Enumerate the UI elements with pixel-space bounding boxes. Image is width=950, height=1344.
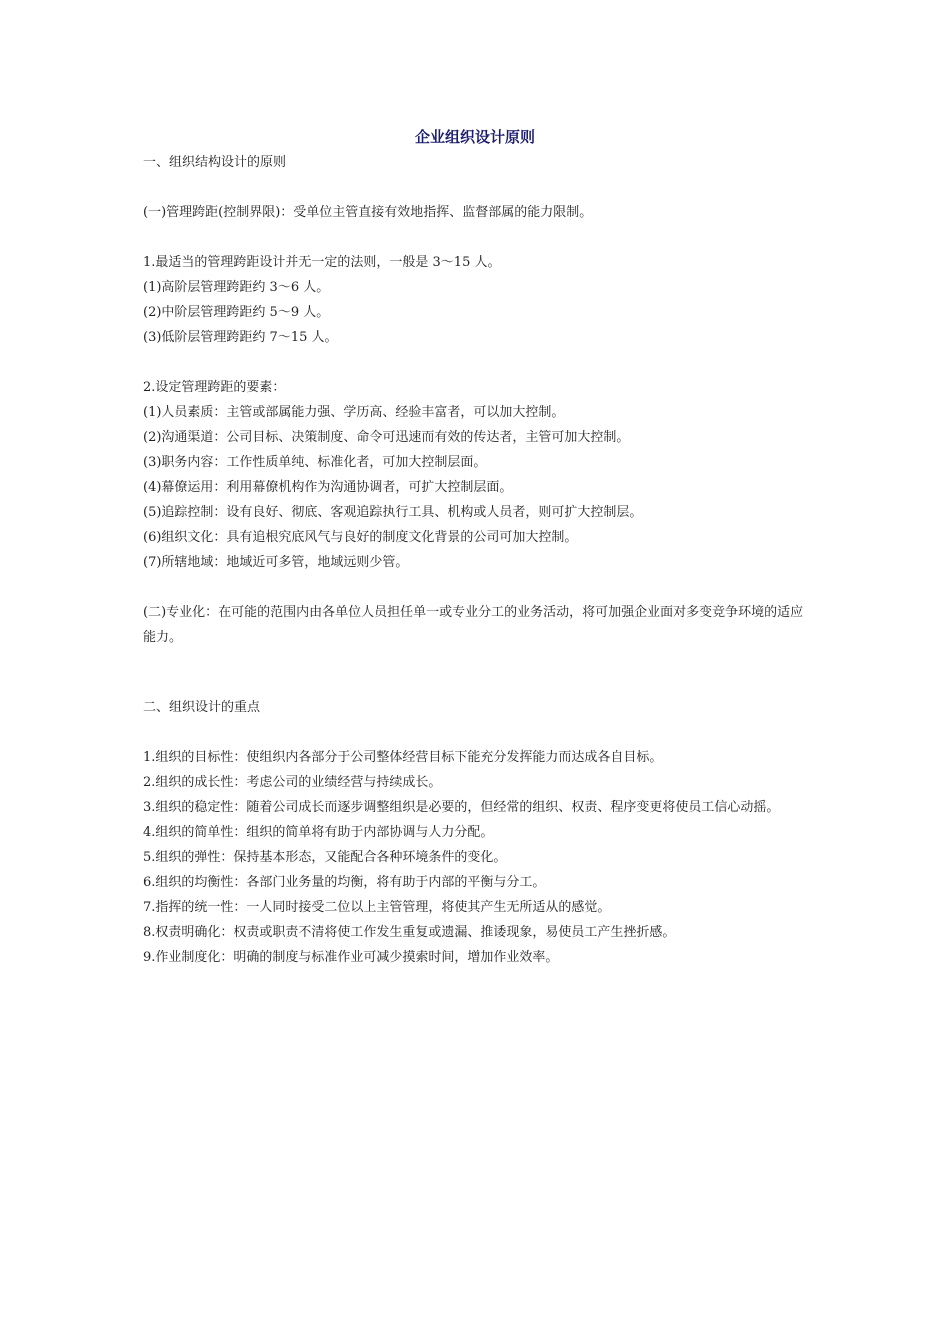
list-item: 3.组织的稳定性：随着公司成长而逐步调整组织是必要的，但经常的组织、权责、程序变更将使员工信心动摇。 — [143, 800, 780, 815]
optimal-span-lead: 1.最适当的管理跨距设计并无一定的法则，一般是 3～15 人。 — [143, 255, 501, 270]
list-item: (5)追踪控制：设有良好、彻底、客观追踪执行工具、机构或人员者，则可扩大控制层。 — [143, 505, 643, 520]
list-item: 4.组织的简单性：组织的简单将有助于内部协调与人力分配。 — [143, 825, 494, 840]
document-body — [143, 150, 813, 970]
list-item: (3)低阶层管理跨距约 7～15 人。 — [143, 330, 338, 345]
list-item: 7.指挥的统一性：一人同时接受二位以上主管管理，将使其产生无所适从的感觉。 — [143, 900, 611, 915]
list-item: (3)职务内容：工作性质单纯、标准化者，可加大控制层面。 — [143, 455, 487, 470]
spacer — [143, 720, 813, 745]
list-item: (4)幕僚运用：利用幕僚机构作为沟通协调者，可扩大控制层面。 — [143, 480, 513, 495]
section1-heading: 一、组织结构设计的原则 — [143, 155, 287, 170]
spacer — [143, 575, 813, 600]
list-item: 6.组织的均衡性：各部门业务量的均衡，将有助于内部的平衡与分工。 — [143, 875, 546, 890]
span-definition: (一)管理跨距(控制界限)：受单位主管直接有效地指挥、监督部属的能力限制。 — [143, 205, 593, 220]
specialization-paragraph: (二)专业化：在可能的范围内由各单位人员担任单一或专业分工的业务活动，将可加强企业面对多变竞争环境的适应能力。 — [143, 605, 804, 645]
list-item: (7)所辖地域：地域近可多管，地域远则少管。 — [143, 555, 409, 570]
list-item: (2)沟通渠道：公司目标、决策制度、命令可迅速而有效的传达者，主管可加大控制。 — [143, 430, 630, 445]
factors-lead: 2.设定管理跨距的要素： — [143, 380, 286, 395]
spacer — [143, 650, 813, 695]
spacer — [143, 175, 813, 200]
list-item: (6)组织文化：具有追根究底风气与良好的制度文化背景的公司可加大控制。 — [143, 530, 578, 545]
list-item: (1)人员素质：主管或部属能力强、学历高、经验丰富者，可以加大控制。 — [143, 405, 565, 420]
list-item: (2)中阶层管理跨距约 5～9 人。 — [143, 305, 330, 320]
list-item: 5.组织的弹性：保持基本形态，又能配合各种环境条件的变化。 — [143, 850, 507, 865]
list-item: 2.组织的成长性：考虑公司的业绩经营与持续成长。 — [143, 775, 442, 790]
list-item: 8.权责明确化：权责或职责不清将使工作发生重复或遗漏、推诿现象，易使员工产生挫折感。 — [143, 925, 676, 940]
list-item: 1.组织的目标性：使组织内各部分于公司整体经营目标下能充分发挥能力而达成各自目标。 — [143, 750, 663, 765]
section2-heading: 二、组织设计的重点 — [143, 700, 261, 715]
list-item: (1)高阶层管理跨距约 3～6 人。 — [143, 280, 330, 295]
spacer — [143, 225, 813, 250]
list-item: 9.作业制度化：明确的制度与标准作业可减少摸索时间，增加作业效率。 — [143, 950, 559, 965]
document-title: 企业组织设计原则 — [414, 128, 535, 146]
spacer — [143, 350, 813, 375]
